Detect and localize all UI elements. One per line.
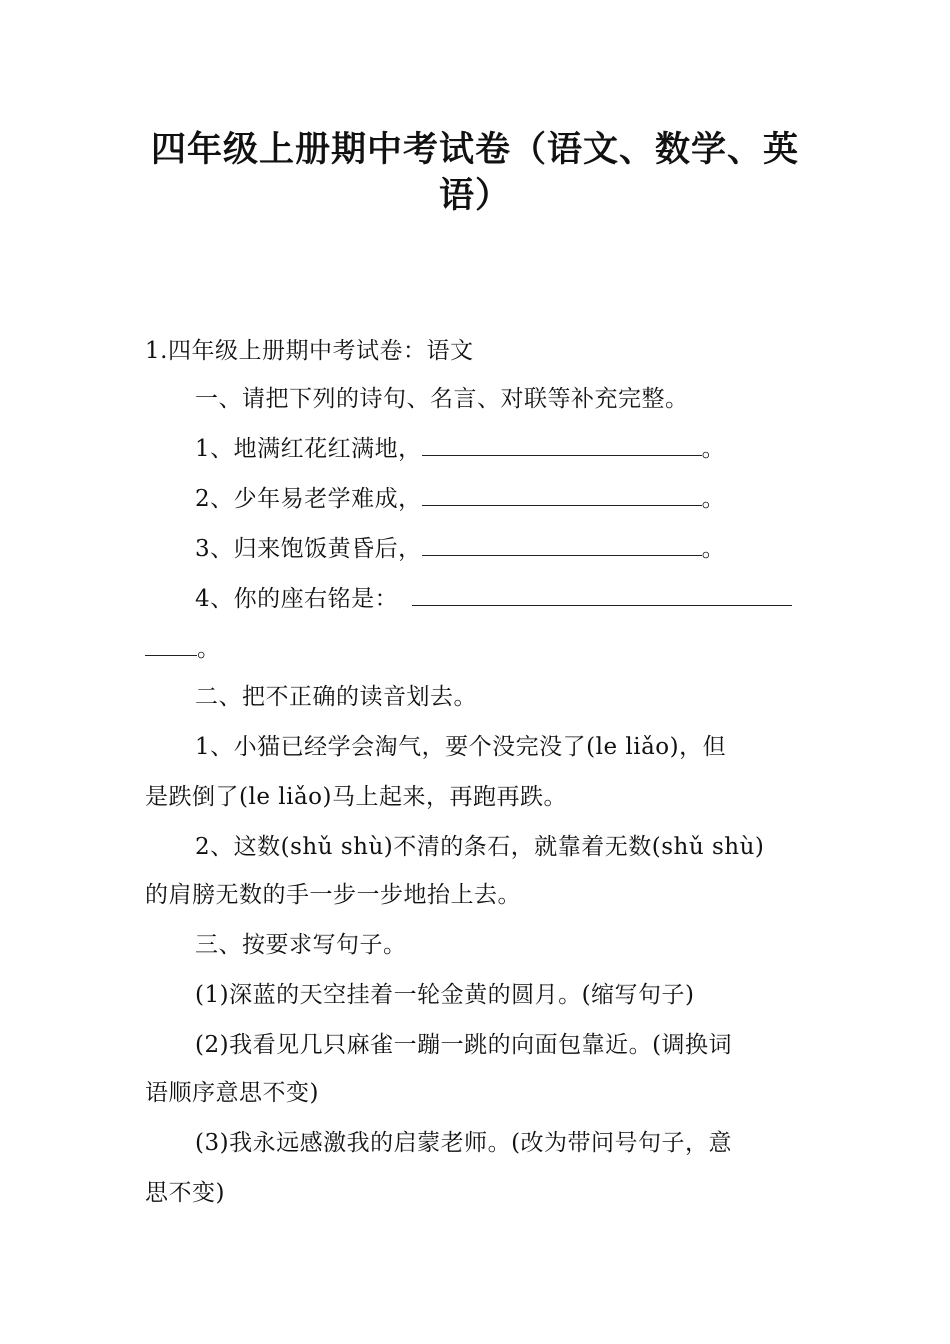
section-1-question-2 [195,484,725,514]
section-3-question-2-line-1: (2)我看见几只麻雀一蹦一跳的向面包靠近。(调换词 [195,1032,733,1058]
section-2-question-1-line-1: 1、小猫已经学会淘气，要个没完没了(le liǎo)，但 [195,734,727,760]
section-3-question-2-line-2: 语顺序意思不变) [145,1080,319,1106]
period-mark: 。 [701,536,726,562]
section-1-question-3 [195,534,725,564]
period-mark: 。 [701,436,726,462]
section-3-title: 三、按要求写句子。 [195,932,407,958]
section-1-question-4-continued [145,634,221,664]
answer-blank [422,535,702,556]
section-2-title: 二、把不正确的读音划去。 [195,684,477,710]
question-text: 1、地满红花红满地， [195,436,422,462]
title-line-1: 四年级上册期中考试卷（语文、数学、英 [150,130,799,170]
answer-blank [412,585,792,606]
section-1-title: 一、请把下列的诗句、名言、对联等补充完整。 [195,386,689,412]
question-text: 2、少年易老学难成， [195,486,422,512]
exam-heading: 1.四年级上册期中考试卷：语文 [145,338,474,364]
title-line-2: 语） [438,176,511,216]
answer-blank-continued [145,635,197,656]
section-2-question-2-line-1: 2、这数(shǔ shù)不清的条石，就靠着无数(shǔ shù) [195,834,765,860]
period-mark: 。 [701,486,726,512]
section-1-question-1 [195,434,725,464]
section-2-question-2-line-2: 的肩膀无数的手一步一步地抬上去。 [145,882,521,908]
section-3-question-1: (1)深蓝的天空挂着一轮金黄的圆月。(缩写句子) [195,982,695,1008]
question-text: 3、归来饱饭黄昏后， [195,536,422,562]
answer-blank [422,485,702,506]
answer-blank [422,435,702,456]
question-text: 4、你的座右铭是： [195,586,399,612]
period-mark: 。 [197,636,221,662]
section-2-question-1-line-2: 是跌倒了(le liǎo)马上起来，再跑再跌。 [145,784,567,810]
document-title [130,127,820,219]
section-1-question-4 [195,584,792,614]
section-3-question-3-line-2: 思不变) [145,1180,225,1206]
section-3-question-3-line-1: (3)我永远感激我的启蒙老师。(改为带问号句子，意 [195,1130,733,1156]
